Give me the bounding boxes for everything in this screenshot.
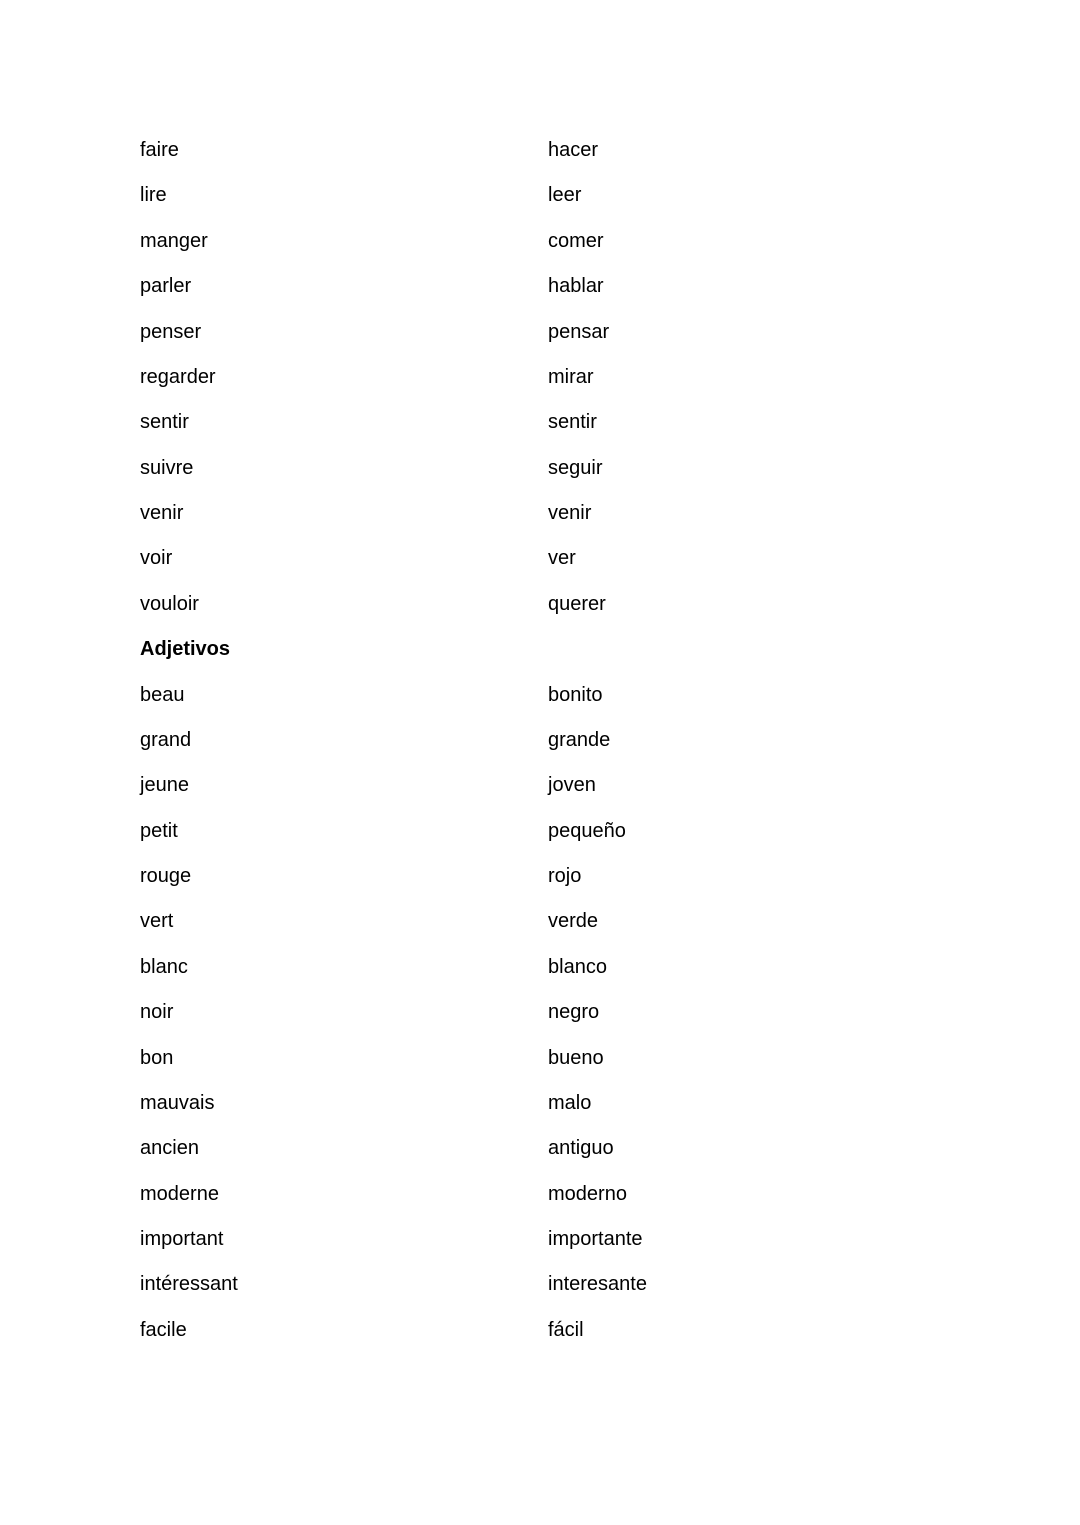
- vocab-row: [140, 1217, 940, 1262]
- french-word: sentir: [140, 411, 189, 434]
- french-word: parler: [140, 275, 192, 298]
- vocab-row: [140, 673, 940, 718]
- french-word: important: [140, 1228, 224, 1250]
- french-word: manger: [140, 229, 208, 252]
- french-word: facile: [140, 1318, 187, 1341]
- spanish-word: moderno: [548, 1182, 627, 1205]
- adjectives-heading: [140, 627, 940, 672]
- spanish-word: querer: [548, 592, 606, 615]
- spanish-word: seguir: [548, 456, 603, 479]
- spanish-word: malo: [548, 1091, 592, 1114]
- vocab-row: [140, 809, 940, 854]
- spanish-word: venir: [548, 502, 592, 524]
- spanish-word: hacer: [548, 139, 599, 161]
- spanish-word: negro: [548, 1001, 600, 1024]
- vocab-row: [140, 355, 940, 400]
- vocab-row: [140, 264, 940, 309]
- french-word: suivre: [140, 456, 194, 479]
- vocab-row: [140, 718, 940, 763]
- spanish-word: pensar: [548, 320, 610, 343]
- vocab-row: [140, 536, 940, 581]
- french-word: penser: [140, 320, 202, 343]
- vocab-row: [140, 1262, 940, 1307]
- section-heading: Adjetivos: [140, 638, 231, 661]
- spanish-word: leer: [548, 184, 582, 207]
- french-word: mauvais: [140, 1091, 215, 1114]
- spanish-word: blanco: [548, 955, 607, 978]
- french-word: bon: [140, 1046, 174, 1069]
- french-word: vert: [140, 910, 174, 933]
- french-word: regarder: [140, 365, 216, 388]
- spanish-word: interesante: [548, 1273, 647, 1296]
- vocab-row: [140, 990, 940, 1035]
- french-word: grand: [140, 728, 192, 751]
- french-word: moderne: [140, 1182, 219, 1205]
- spanish-word: antiguo: [548, 1137, 614, 1160]
- vocab-row: [140, 899, 940, 944]
- spanish-word: bonito: [548, 683, 603, 706]
- french-word: jeune: [140, 774, 189, 797]
- spanish-word: importante: [548, 1228, 643, 1250]
- spanish-word: verde: [548, 910, 599, 933]
- french-word: venir: [140, 502, 184, 524]
- vocab-row: [140, 854, 940, 899]
- french-word: voir: [140, 547, 173, 570]
- french-word: vouloir: [140, 592, 199, 615]
- vocab-row: [140, 310, 940, 355]
- spanish-word: hablar: [548, 275, 604, 298]
- vocab-row: [140, 1172, 940, 1217]
- spanish-word: pequeño: [548, 819, 626, 842]
- vocab-row: [140, 491, 940, 536]
- french-word: rouge: [140, 865, 192, 887]
- french-word: faire: [140, 139, 179, 161]
- spanish-word: grande: [548, 728, 611, 751]
- vocab-row: [140, 1126, 940, 1171]
- french-word: lire: [140, 184, 167, 207]
- spanish-word: mirar: [548, 365, 594, 388]
- spanish-word: sentir: [548, 411, 597, 434]
- adjectives-section: [140, 673, 940, 1354]
- vocab-row: [140, 128, 940, 173]
- vocab-row: [140, 1308, 940, 1353]
- vocab-row: [140, 763, 940, 808]
- spanish-word: rojo: [548, 865, 582, 887]
- french-word: intéressant: [140, 1273, 238, 1296]
- spanish-word: comer: [548, 229, 604, 252]
- vocab-row: [140, 219, 940, 264]
- spanish-word: ver: [548, 547, 576, 570]
- french-word: petit: [140, 819, 178, 842]
- french-word: blanc: [140, 955, 188, 978]
- spanish-word: joven: [548, 774, 596, 797]
- verbs-section: [140, 128, 940, 627]
- spanish-word: fácil: [548, 1318, 584, 1341]
- vocab-row: [140, 446, 940, 491]
- vocab-row: [140, 582, 940, 627]
- french-word: beau: [140, 683, 185, 706]
- vocabulary-list: [140, 128, 940, 1353]
- vocab-row: [140, 1036, 940, 1081]
- french-word: ancien: [140, 1137, 199, 1160]
- vocab-row: [140, 1081, 940, 1126]
- vocab-row: [140, 945, 940, 990]
- vocab-row: [140, 173, 940, 218]
- vocab-row: [140, 400, 940, 445]
- spanish-word: bueno: [548, 1046, 604, 1069]
- french-word: noir: [140, 1001, 174, 1024]
